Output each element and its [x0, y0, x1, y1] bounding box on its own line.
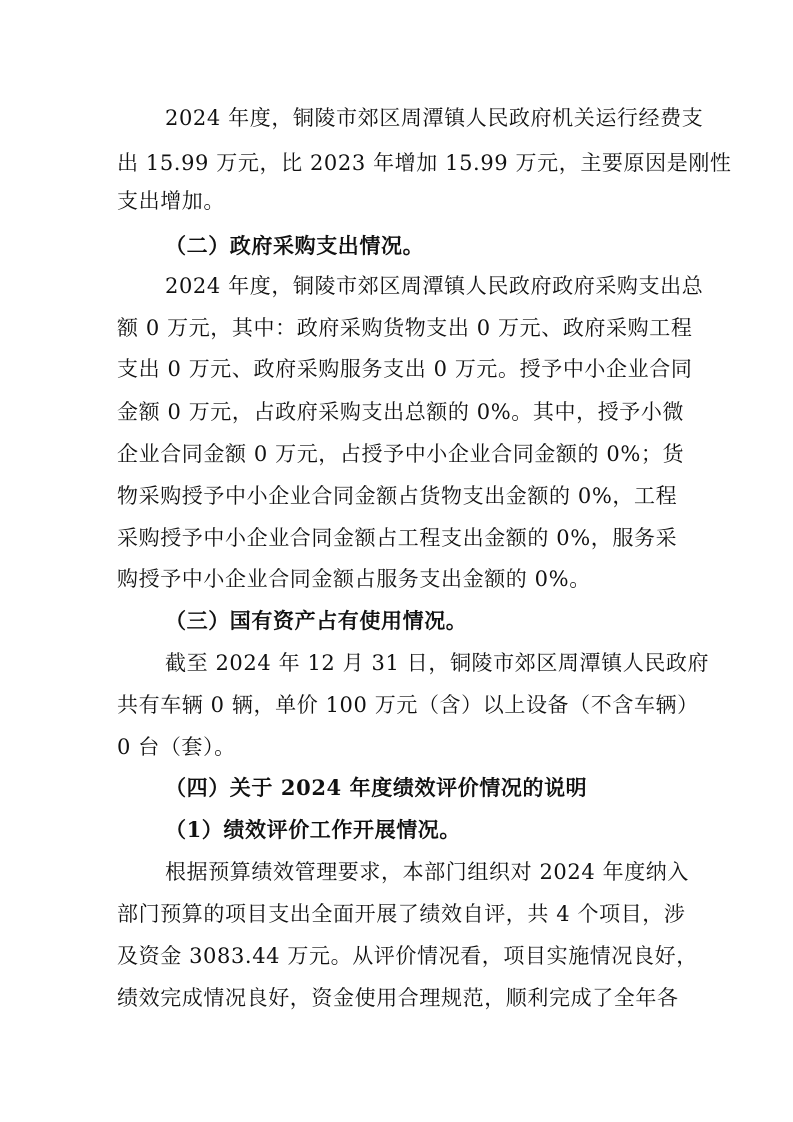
paragraph-line: 支出 0 万元、政府采购服务支出 0 万元。授予中小企业合同	[117, 357, 693, 381]
section-heading: （四）关于 2024 年度绩效评价情况的说明	[165, 775, 588, 800]
paragraph-line: 额 0 万元，其中：政府采购货物支出 0 万元、政府采购工程	[117, 316, 693, 340]
paragraph-line: 金额 0 万元，占政府采购支出总额的 0%。其中，授予小微	[117, 400, 685, 424]
paragraph-line: 购授予中小企业合同金额占服务支出金额的 0%。	[117, 567, 591, 591]
paragraph-line: 0 台（套）。	[117, 735, 236, 759]
paragraph-line: 共有车辆 0 辆，单价 100 万元（含）以上设备（不含车辆）	[117, 693, 699, 717]
paragraph-line: 支出增加。	[117, 189, 225, 213]
paragraph-line: 绩效完成情况良好，资金使用合理规范，顺利完成了全年各	[117, 986, 679, 1010]
paragraph-line: 截至 2024 年 12 月 31 日，铜陵市郊区周潭镇人民政府	[165, 651, 710, 675]
section-heading: （三）国有资产占有使用情况。	[165, 608, 468, 633]
section-heading: （二）政府采购支出情况。	[165, 233, 425, 258]
subsection-heading: （1）绩效评价工作开展情况。	[165, 817, 462, 842]
paragraph-line: 采购授予中小企业合同金额占工程支出金额的 0%，服务采	[117, 526, 678, 550]
paragraph-line: 部门预算的项目支出全面开展了绩效自评，共 4 个项目，涉	[117, 902, 686, 926]
paragraph-line: 2024 年度，铜陵市郊区周潭镇人民政府政府采购支出总	[165, 274, 704, 298]
paragraph-line: 企业合同金额 0 万元，占授予中小企业合同金额的 0%；货	[117, 442, 685, 466]
paragraph-line: 根据预算绩效管理要求，本部门组织对 2024 年度纳入	[165, 860, 689, 884]
paragraph-line: 出 15.99 万元，比 2023 年增加 15.99 万元，主要原因是刚性	[117, 151, 732, 175]
paragraph-line: 2024 年度，铜陵市郊区周潭镇人民政府机关运行经费支	[165, 106, 704, 130]
paragraph-line: 物采购授予中小企业合同金额占货物支出金额的 0%，工程	[117, 484, 678, 508]
paragraph-line: 及资金 3083.44 万元。从评价情况看，项目实施情况良好，	[117, 944, 698, 968]
